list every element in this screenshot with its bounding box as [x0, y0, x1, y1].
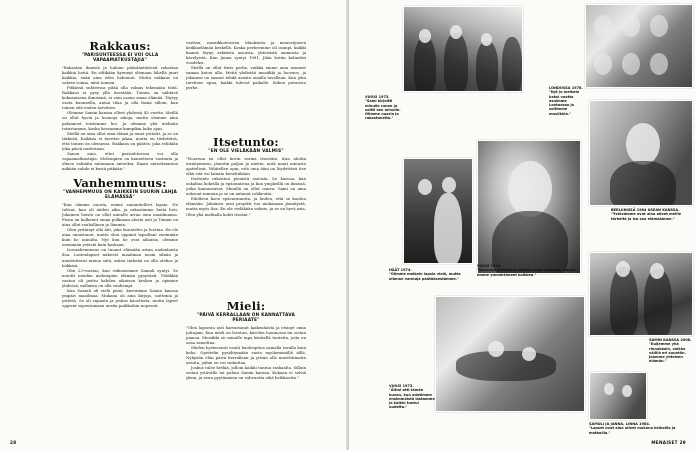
photo-woman-portrait	[589, 100, 693, 206]
paragraph: Edelleen koen epävarmuutta, ja luulen, että se kuuluu elämään. Jokainen uusi projekti tuo mukanaan jännitystä, mutta myös iloa. En ole vieläkään valmis, ja se on hyvä asia. Olen yhä matkalla kohti itseäni."	[186, 196, 306, 217]
caption-1974	[477, 264, 581, 277]
face-shape	[594, 15, 612, 37]
caption-berlin-1984	[611, 208, 693, 221]
caption-2008	[649, 338, 695, 364]
photo-portrait-center	[477, 140, 581, 274]
left-text-column	[62, 40, 178, 445]
figure-shape	[502, 37, 522, 92]
page-number-left: 28	[10, 440, 17, 445]
figure-shape	[476, 41, 498, 92]
paragraph: "Rakastan ihmisiä ja haluan pääsääntöisesti rakastaa kaikkia heitä. En siltikään kyennyt olemaan lähellä juuri kaikkia, enkä aina edes halunnut. Mutta rakkaus on vahvin voima, mitä tunnen.	[62, 65, 178, 86]
caption-text: "Ystävämme ovat aina olleet meille tärkeitä ja iso osa elämäämme."	[611, 212, 682, 221]
paragraph: Olen yrittänyt olla äiti, joka kuuntelee ja luottaa. En ole aina onnistunut, mutta olen oppinut lapsiltani enemmän kuin he minulta. Nyt kun he ovat aikuisia, olemme enemmän ystäviä kuin koskaan.	[62, 227, 178, 248]
section-title-mieli: Mieli:	[226, 300, 266, 313]
photo-samuli-janna	[589, 372, 647, 420]
left-page	[0, 0, 347, 450]
caption-text: "Nuorena perheessä olimme aina yhdessä, vaikka emme ymmärtäneet kaikkea."	[477, 268, 576, 277]
figure-shape	[456, 351, 556, 381]
figure-shape	[644, 269, 672, 336]
face-shape	[488, 341, 504, 357]
caption-text: "Nyt jo melkein kaksi vuotta asuimme Lontoossa ja soitimme musiikkia."	[549, 90, 580, 116]
caption-year: SAMULI JA JANNA, LINNA 1984.	[589, 422, 651, 426]
section-body-itsetunto	[186, 156, 306, 217]
caption-year: LONDOSSA 1978.	[549, 86, 583, 90]
face-shape	[418, 179, 432, 195]
caption-text: "Sami kirjoitti minulle runon ja soitti sen minulle. Olimme nuoria ja rakastuneita."	[365, 99, 401, 121]
paragraph: Meillä on ollut tiivis perhe, vaikka emme aina asuneet saman katon alla. Meitä yhdistää musiikki ja luovuus, ja jokainen on saanut tehdä asioita omalla tavallaan. Kun joku tarvitsee apua, kaikki tulevat paikalle. Siihen perustuu perhe.	[186, 65, 306, 91]
paragraph: "Olen lapsesta asti harrastanut kaikenlaista ja etsinyt omia juttujani. Kun mieli on levoton, kävelen luonnossa tai soitan pianoa. Musiikki on minulle tapa käsitellä tunteita, joita en osaa sanoittaa.	[186, 325, 306, 346]
face-shape	[616, 261, 630, 277]
paragraph: vartten, musiikkoteosten tilauksista ja menestyneen keikkaelämän keskellä. Koska perheemme oli isompi, kaikki kaunis löytyi arkisista asioista, yhteisistä aamuista ja kävelyistä. Kun Janna syntyi 1981, Jään kotiin kolmeksi vuodeksi.	[186, 40, 306, 66]
figure-shape	[610, 161, 676, 206]
right-page	[349, 0, 696, 450]
intro-body	[186, 40, 306, 90]
paragraph: Olemme Samin kanssa olleet yhdessä 45 vuotta. Meillä on ollut hyviä ja huonoja aikoja, mutta olemme aina palanneet toistemme luo. Ja olemme yhä uteliaita toisistamme, koska kasvamme kumpikin koko ajan.	[62, 110, 178, 131]
caption-year: VUOSI 1973.	[365, 95, 390, 99]
left-itsetunto-column	[186, 136, 306, 296]
caption-1973	[365, 95, 405, 121]
paragraph: Isovanhemmuus on tuonut elämään aivan uudenlaista iloa. Lastenlapset näkevät maailman uusin silmin ja muistuttavat minua siitä, miten tärkeää on olla utelias ja leikkisä.	[62, 247, 178, 268]
caption-year: BERLIINISSÄ 1984 USEAN KANSSA.	[611, 208, 680, 212]
face-shape	[626, 123, 660, 165]
wedding-dress-shape	[434, 193, 462, 264]
face-shape	[594, 53, 612, 75]
section-title-vanhemmuus: Vanhemmuus:	[73, 175, 167, 190]
face-shape	[419, 29, 431, 43]
section-subtitle-vanhemmuus: "VANHEMMUUS ON KAIKKEIN SUURIN LAHJA ELÄMÄSSÄ"	[63, 189, 177, 200]
section-subtitle-mieli: "PÄIVÄ KERRALLAAN ON KANNATTAVA PERIAATE"	[196, 313, 295, 323]
section-subtitle-rakkaus: "PARISUHTEESSA EI VOI OLLA VAPAAMATKUSTAJIA"	[81, 53, 159, 63]
caption-year: HÄÄT 1974.	[389, 268, 412, 272]
photo-group-1973	[403, 6, 523, 92]
face-shape	[650, 15, 668, 37]
section-body-rakkaus	[62, 65, 178, 171]
caption-year: VUOSI 1974.	[477, 264, 502, 268]
caption-1973b	[389, 384, 435, 410]
caption-wedding-1974	[389, 268, 471, 281]
paragraph: Joskus tulee hetkiä, jolloin kaikki tuntuu raskaalta. Silloin soitan ystävälle tai puhun Samin kanssa. Kukaan ei selviä yksin, ja avun pyytäminen on vahvuutta eikä heikkoutta."	[186, 365, 306, 381]
left-intro-column	[186, 40, 306, 132]
caption-text: "Olimme melkein lapsia vielä, mutta olimme varmoja päätöksestämme."	[389, 272, 461, 281]
paragraph: Olin 23-vuotias, kun esikoisemme Samuli syntyi. Se muutti meidän molempien elämän pysyvästi. Yhtäkkiä vastuu oli jaettu kahden aikuisen kesken ja opimme yhdessä, millaista on olla vanhempi.	[62, 267, 178, 288]
face-shape	[650, 53, 668, 75]
face-shape	[442, 177, 456, 193]
photo-film-strip	[585, 4, 693, 88]
face-shape	[481, 33, 492, 46]
paragraph: Meillä on aina ollut oma elämä ja omat ystävät, ja se on tärkeää. Kaikkea ei tarvitse jakaa, mutta on tiedettävä, että toinen on olemassa. Rakkaus on päätös, joka tehdään joka päivä uudestaan.	[62, 130, 178, 151]
paragraph: "Kun olimme nuoria, emme suunnitelleet lapsia. Ne tulivat, kun oli niiden aika, ja rakastimme heitä heti. Jokainen heistä on ollut minulle aivan oma maailmansa. Fiona on kulkenut omaa polkuaan alusta asti ja Tommi on aina ollut rauhallinen ja lämmin.	[62, 201, 178, 228]
section-body-mieli	[186, 325, 306, 381]
figure-shape	[414, 37, 436, 92]
face-shape	[622, 385, 632, 397]
photo-couple-2008	[589, 252, 693, 336]
figure-shape	[610, 267, 638, 336]
caption-text: "Lapset ovat aina olleet mukana keikoilla ja matkoilla."	[589, 426, 676, 435]
caption-year: SAMIN KANSSA 2008.	[649, 338, 692, 342]
section-title-itsetunto: Itsetunto:	[213, 136, 279, 149]
caption-london-1978	[549, 86, 587, 116]
paragraph: "Nuorena en ollut kovin varma itsestäni. Kun aloitin esiintymisen, jännitin paljon ja mietin, mitä muut minusta ajattelivat. Vähitellen opin, että oma ääni on löydettävä itse eikä sitä voi lainata keneltäkään.	[186, 156, 306, 177]
section-body-vanhemmuus	[62, 202, 178, 308]
photo-wedding-1974	[403, 158, 473, 264]
paragraph: Sanon aina, ettei parisuhteessa voi olla vapaamatkustajia. Molempien on kannettava vastuuta ja oltava valmiita antamaan anteeksi. Ilman anteeksiantoa mikään suhde ei kestä pitkään."	[62, 150, 178, 171]
face-shape	[650, 263, 664, 279]
caption-year: VUOSI 1973.	[389, 384, 414, 388]
paragraph: Mielen hyvinvointi vaatii huolenpitoa samalla tavalla kuin keho. Opettelin pysähtymään vasta myöhemmällä iällä. Nykyään elän päivä kerrallaan ja yritän olla murehtimatta asioita, joihin en voi vaikuttaa.	[186, 345, 306, 366]
face-shape	[622, 53, 640, 75]
section-subtitle-itsetunto: "EN OLE VIELÄKÄÄN VALMIS"	[208, 149, 284, 154]
caption-samuli-janna	[589, 422, 689, 435]
caption-text: "Äitini otti tämän kuvan, kun odotimme ensimmäistä lastamme ja kaikki tuntui uudelta."	[389, 388, 435, 410]
face-shape	[522, 347, 536, 361]
figure-shape	[444, 33, 468, 92]
photo-family-grass	[435, 296, 585, 412]
face-shape	[450, 25, 462, 39]
face-shape	[508, 161, 552, 217]
caption-text: "Kuljemme yhä rinnakkain, vaikka välillä eri suuntiin. Jaamme yhteisen elämän."	[649, 342, 686, 364]
paragraph: Kun Samuli oli vielä pieni, kiersimme Samin kanssa ympäri maailmaa. Mukana oli aina kirjoja, soittimia ja ystäviä. Se oli vapaata ja joskus kaoottista, mutta lapset oppivat sopeutumaan uusiin paikkoihin nopeasti.	[62, 287, 178, 308]
section-title-rakkaus: Rakkaus:	[89, 40, 151, 53]
face-shape	[622, 15, 640, 37]
left-mieli-column	[186, 300, 306, 445]
face-shape	[604, 383, 614, 395]
page-number-right: MENAISET 29	[651, 440, 686, 445]
paragraph: Itsetunto rakentuu pienistä asioista. Se kasvaa, kun uskaltaa kokeilla ja epäonnistua ja kun ympärillä on ihmisiä, jotka kannustavat. Minulla on ollut onnea: Sami on aina uskonut minuun ja se on antanut rohkeutta.	[186, 176, 306, 197]
paragraph: Pitkässä suhteessa pitää olla valmis tekemään töitä. Rakkaus ei pysy yllä itsestään. Toinen on nähtävä kokonaisena ihmisenä, ei vain osana omaa elämää. Täytyy osata kuunnella, antaa tilaa ja olla läsnä silloin, kun toinen sitä eniten tarvitsee.	[62, 85, 178, 111]
